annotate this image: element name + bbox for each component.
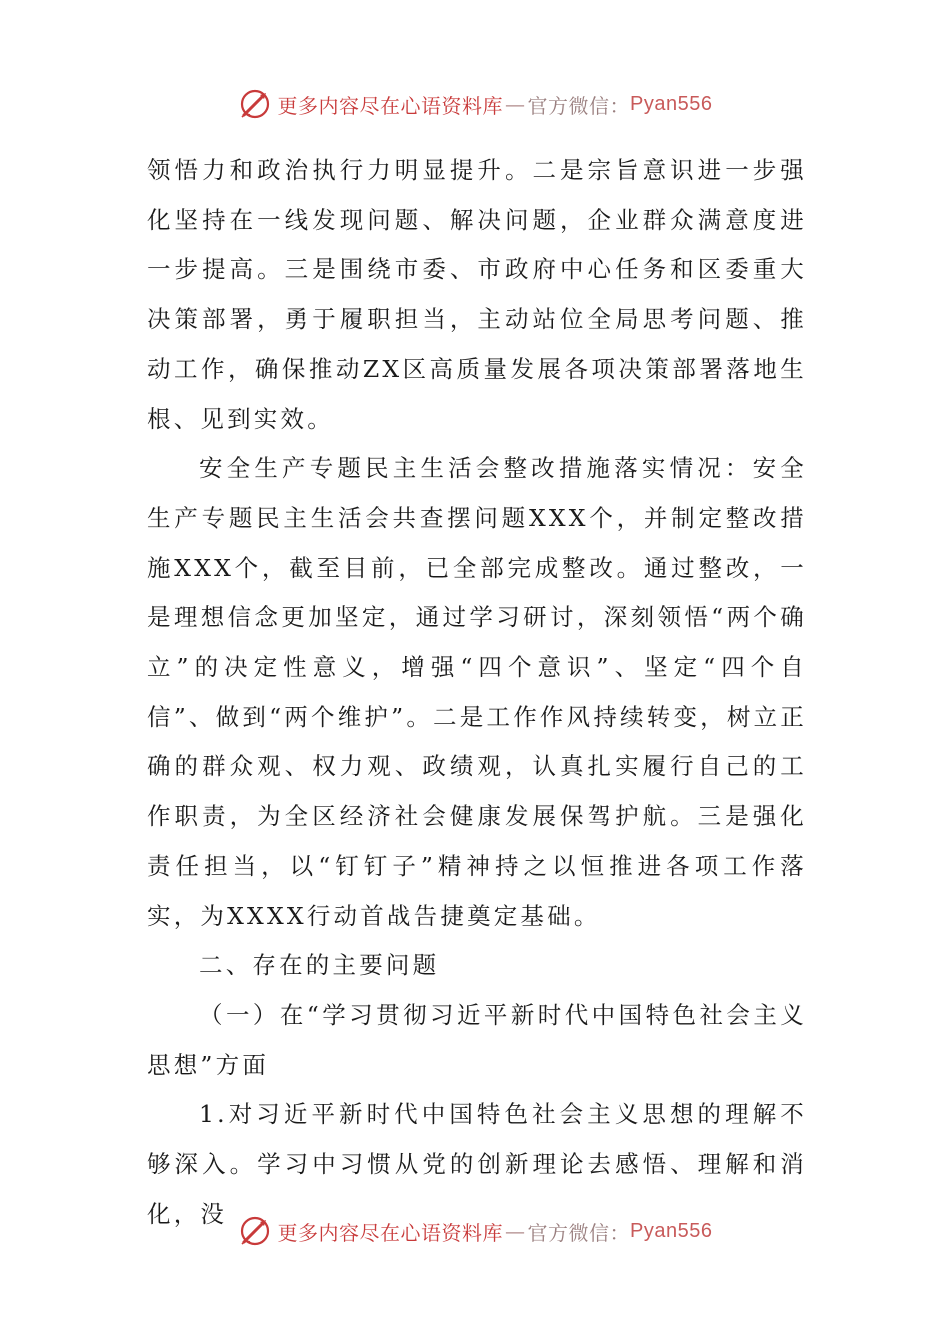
section-heading: 二、存在的主要问题 (199, 951, 440, 980)
pen-circle-logo-icon (238, 1214, 272, 1248)
watermark-dash: — (505, 92, 526, 116)
pen-circle-logo-icon (238, 87, 272, 121)
watermark-brand: 更多内容尽在心语资料库 (277, 93, 504, 118)
watermark-brand: 更多内容尽在心语资料库 (277, 1220, 504, 1245)
paragraph-item-1: 1.对习近平新时代中国特色社会主义思想的理解不够深入。学习中习惯从党的创新理论去感悟、理解和消化，没 (147, 1100, 807, 1228)
watermark-label: 官方微信： (527, 1220, 631, 1245)
watermark-label: 官方微信： (527, 93, 631, 118)
watermark-id: Pyan556 (630, 92, 713, 115)
paragraph-continuation: 领悟力和政治执行力明显提升。二是宗旨意识进一步强化坚持在一线发现问题、解决问题，企业群众满意度进一步提高。三是围绕市委、市政府中心任务和区委重大决策部署，勇于履职担当，主动站位全局思考问题、推动工作，确保推动ZX区高质量发展各项决策部署落地生根、见到实效。 (147, 156, 807, 433)
document-body (147, 146, 807, 1239)
watermark-dash: — (505, 1219, 526, 1243)
header-watermark (0, 84, 950, 124)
paragraph-safety-rectification: 安全生产专题民主生活会整改措施落实情况：安全生产专题民主生活会共查摆问题XXX个，并制定整改措施XXX个，截至目前，已全部完成整改。通过整改，一是理想信念更加坚定，通过学习研讨，深刻领悟“两个确立”的决定性意义，增强“四个意识”、坚定“四个自信”、做到“两个维护”。二是工作作风持续转变，树立正确的群众观、权力观、政绩观，认真扎实履行自己的工作职责，为全区经济社会健康发展保驾护航。三是强化责任担当，以“钉钉子”精神持之以恒推进各项工作落实，为XXXX行动首战告捷奠定基础。 (147, 454, 807, 930)
watermark-id: Pyan556 (630, 1219, 713, 1242)
footer-watermark (0, 1211, 950, 1251)
subsection-heading: （一）在“学习贯彻习近平新时代中国特色社会主义思想”方面 (147, 1000, 807, 1079)
